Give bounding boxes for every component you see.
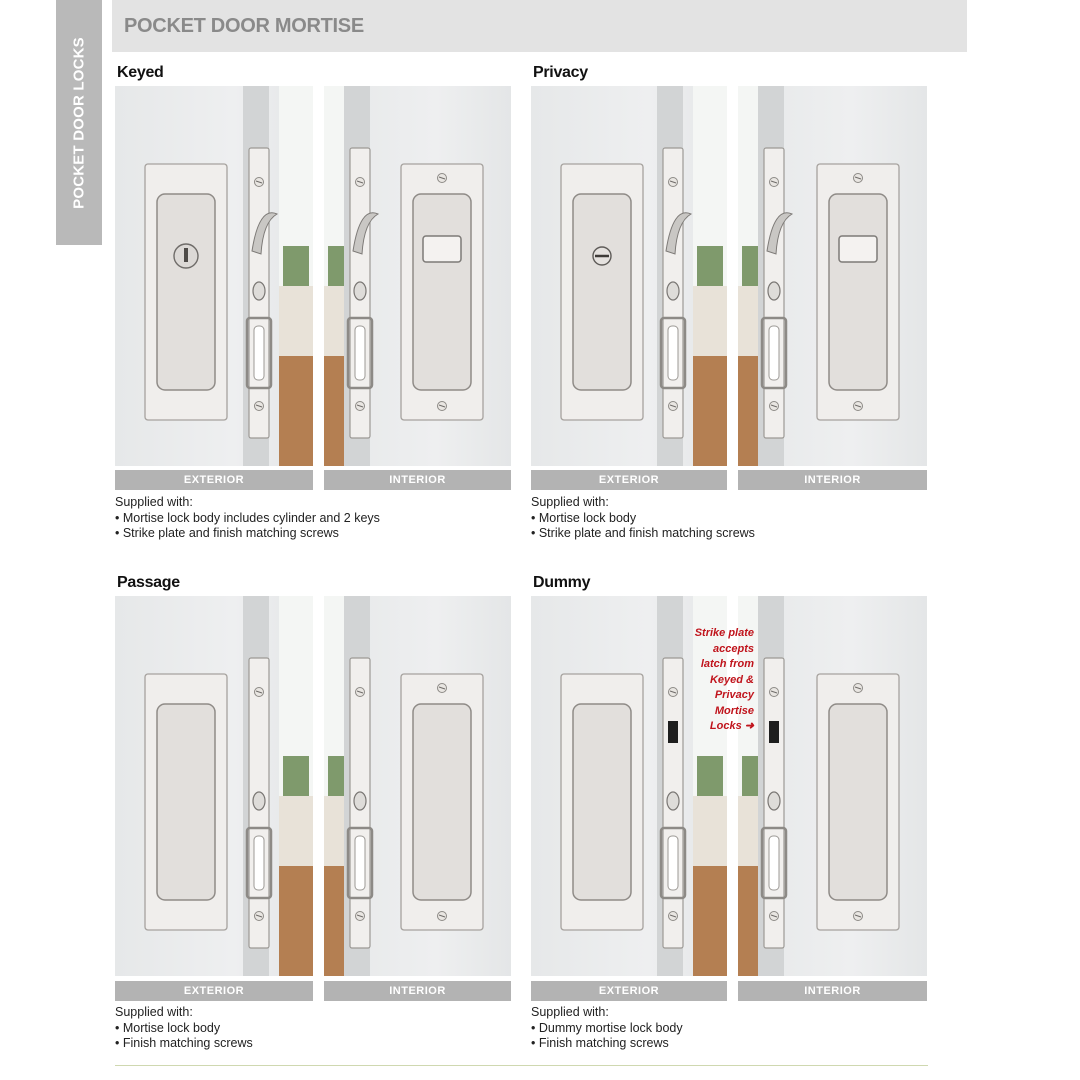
product-illustration [115, 86, 313, 466]
annotation-line: Keyed & [709, 673, 754, 686]
interior-label: INTERIOR [324, 470, 511, 490]
shelf [279, 796, 313, 866]
plant-icon [283, 756, 309, 796]
supplied-item: • Finish matching screws [115, 1036, 253, 1050]
supplied-list [115, 1005, 253, 1052]
product-illustration [324, 86, 511, 466]
supplied-heading: Supplied with: [115, 495, 193, 509]
supplied-item: • Finish matching screws [531, 1036, 669, 1050]
exterior-photo [115, 596, 313, 976]
edge-pull-icon [253, 792, 265, 810]
pull-recess [157, 704, 215, 900]
pull-tab-icon [423, 236, 461, 262]
supplied-item: • Mortise lock body includes cylinder and 2 keys [115, 510, 380, 525]
section-title: Dummy [533, 574, 591, 591]
exterior-label: EXTERIOR [531, 470, 727, 490]
supplied-list [531, 1005, 683, 1052]
pull-recess [573, 194, 631, 390]
edge-pull-icon [768, 282, 780, 300]
strike-slot [769, 721, 779, 743]
annotation-line: latch from [700, 658, 754, 670]
product-illustration [738, 86, 927, 466]
pull-recess [573, 704, 631, 900]
interior-photo [738, 86, 927, 466]
supplied-item: • Dummy mortise lock body [531, 1020, 683, 1035]
interior-photo [324, 86, 511, 466]
interior-photo [738, 596, 927, 976]
edge-pull-icon [354, 792, 366, 810]
section-title: Keyed [117, 64, 164, 81]
edge-pull-icon [667, 282, 679, 300]
interior-label: INTERIOR [738, 981, 927, 1001]
strike-slot [668, 721, 678, 743]
edge-pull-icon [768, 792, 780, 810]
annotation-line: Privacy [714, 689, 754, 701]
supplied-heading: Supplied with: [531, 1005, 609, 1019]
exterior-photo [115, 86, 313, 466]
interior-photo [324, 596, 511, 976]
supplied-heading: Supplied with: [115, 1005, 193, 1019]
interior-label: INTERIOR [324, 981, 511, 1001]
edge-pull-icon [667, 792, 679, 810]
wood-floor [279, 356, 313, 466]
footer-rule [115, 1065, 928, 1066]
supplied-item: • Strike plate and finish matching screws [531, 526, 755, 540]
wood-floor [693, 356, 727, 466]
plant-icon [697, 246, 723, 286]
side-tab [56, 0, 102, 245]
pull-tab-icon [839, 236, 877, 262]
edge-pull-icon [354, 282, 366, 300]
exterior-photo [531, 86, 727, 466]
product-illustration [738, 596, 927, 976]
interior-label: INTERIOR [738, 470, 927, 490]
strike-plate-annotation [684, 626, 754, 735]
shelf [693, 286, 727, 356]
wood-floor [693, 866, 727, 976]
header-bar [112, 0, 967, 52]
pull-recess [157, 194, 215, 390]
page-title: POCKET DOOR MORTISE [124, 15, 364, 37]
product-illustration [324, 596, 511, 976]
exterior-label: EXTERIOR [531, 981, 727, 1001]
product-illustration [531, 86, 727, 466]
section-title: Privacy [533, 64, 588, 81]
edge-pull-icon [253, 282, 265, 300]
supplied-item: • Mortise lock body [531, 510, 637, 525]
plant-icon [283, 246, 309, 286]
plant-icon [697, 756, 723, 796]
annotation-last-word: Locks [709, 720, 742, 732]
wood-floor [279, 866, 313, 976]
pull-recess [413, 704, 471, 900]
annotation-line: accepts [713, 642, 754, 655]
exterior-label: EXTERIOR [115, 470, 313, 490]
pull-recess [829, 194, 887, 390]
supplied-item: • Mortise lock body [115, 1020, 221, 1035]
product-illustration [115, 596, 313, 976]
exterior-label: EXTERIOR [115, 981, 313, 1001]
annotation-line: Strike plate [694, 627, 754, 639]
section-title: Passage [117, 574, 180, 591]
supplied-list [531, 495, 755, 542]
supplied-item: • Strike plate and finish matching screws [115, 526, 339, 540]
pull-recess [829, 704, 887, 900]
supplied-heading: Supplied with: [531, 495, 609, 509]
annotation-line: Mortise [714, 704, 754, 717]
side-tab-text: POCKET DOOR LOCKS [70, 36, 88, 209]
arrow-right-icon: ➜ [744, 720, 754, 732]
supplied-list [115, 495, 380, 542]
annotation-line [684, 719, 754, 735]
shelf [279, 286, 313, 356]
pull-recess [413, 194, 471, 390]
shelf [693, 796, 727, 866]
